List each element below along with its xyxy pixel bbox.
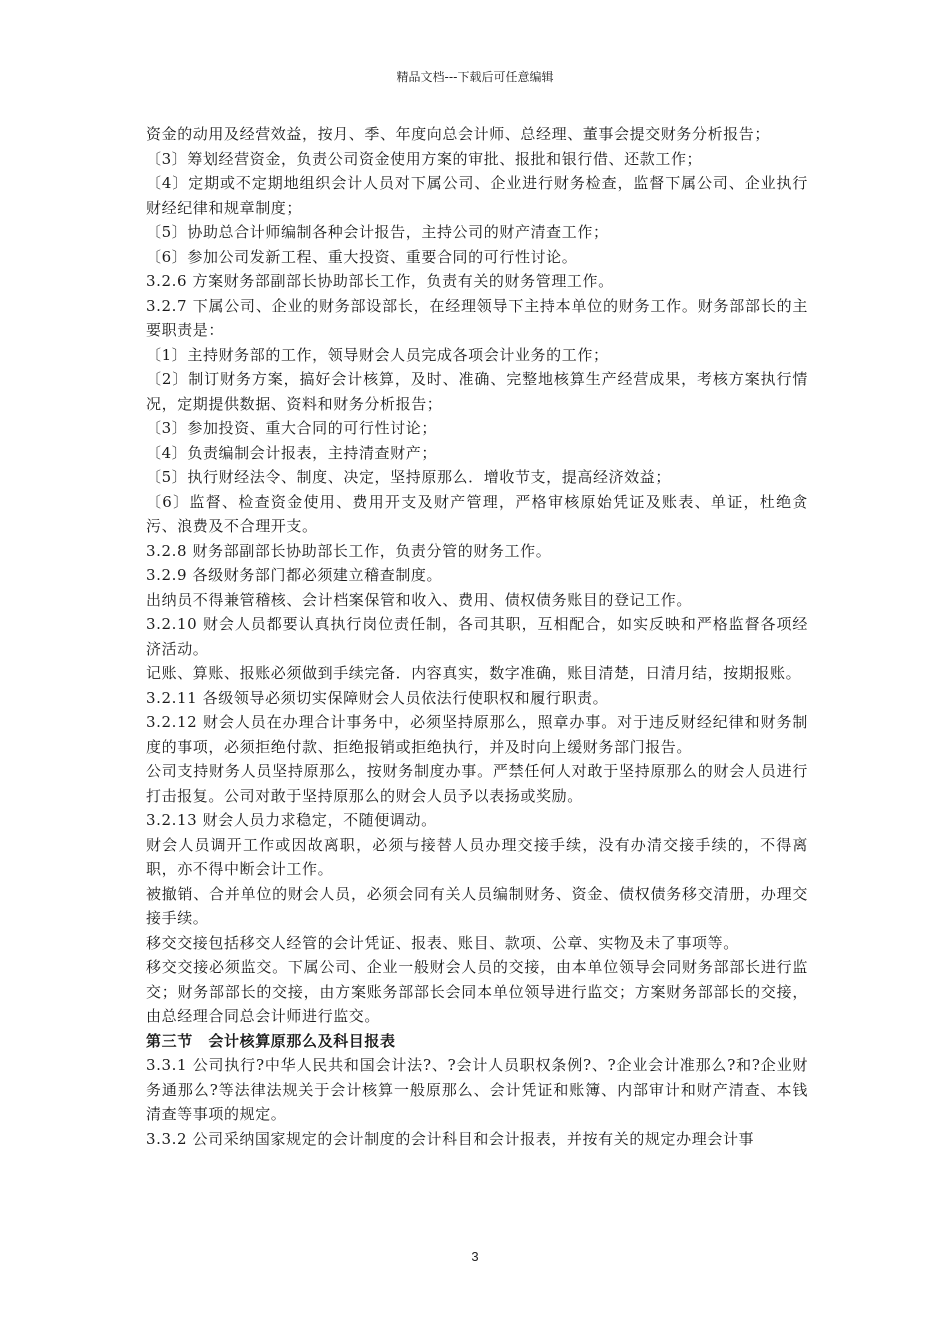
paragraph: 3.3.1 公司执行?中华人民共和国会计法?、?会计人员职权条例?、?企业会计准那么?和?企业财务通那么?等法律法规关于会计核算一般原那么、会计凭证和账簿、内部审计和财产清查、本钱清查等事项的规定。 [146,1056,808,1123]
paragraph: 〔1〕主持财务部的工作，领导财会人员完成各项会计业务的工作； [146,345,609,364]
page-header: 精品文档---下载后可任意编辑 [396,70,554,84]
paragraph: 3.2.13 财会人员力求稳定，不随便调动。 [146,811,437,829]
paragraph: 公司支持财务人员坚持原那么，按财务制度办事。严禁任何人对敢于坚持原那么的财会人员进行打击报复。公司对敢于坚持原那么的财会人员予以表扬或奖励。 [146,762,808,805]
paragraph: 3.2.12 财会人员在办理合计事务中，必须坚持原那么，照章办事。对于违反财经纪律和财务制度的事项，必须拒绝付款、拒绝报销或拒绝执行，并及时向上缓财务部门报告。 [146,713,808,756]
paragraph: 被撤销、合并单位的财会人员，必须会同有关人员编制财务、资金、债权债务移交清册，办理交接手续。 [146,884,808,927]
paragraph: 3.2.8 财务部副部长协助部长工作，负责分管的财务工作。 [146,541,552,560]
paragraph: 〔3〕参加投资、重大合同的可行性讨论； [146,419,437,437]
paragraph: 〔4〕定期或不定期地组织会计人员对下属公司、企业进行财务检查，监督下属公司、企业执行财经纪律和规章制度； [146,174,808,217]
paragraph: 〔2〕制订财务方案，搞好会计核算，及时、准确、完整地核算生产经营成果，考核方案执行情况，定期提供数据、资料和财务分析报告； [146,370,808,413]
paragraph: 财会人员调开工作或因故离职，必须与接替人员办理交接手续，没有办清交接手续的，不得离职，亦不得中断会计工作。 [146,835,808,878]
paragraph: 〔4〕负责编制会计报表，主持清查财产； [146,443,437,462]
paragraph: 记账、算账、报账必须做到手续完备．内容真实，数字准确，账目清楚，日清月结，按期报账。 [146,664,802,682]
paragraph: 〔5〕协助总合计师编制各种会计报告，主持公司的财产清查工作； [146,223,609,241]
paragraph: 资金的动用及经营效益，按月、季、年度向总会计师、总经理、董事会提交财务分析报告； [146,125,771,143]
paragraph: 3.2.6 方案财务部副部长协助部长工作，负责有关的财务管理工作。 [146,272,614,290]
paragraph: 移交交接包括移交人经管的会计凭证、报表、账目、款项、公章、实物及未了事项等。 [146,933,739,952]
paragraph: 〔5〕执行财经法令、制度、决定，坚持原那么．增收节支，提高经济效益； [146,468,671,486]
document-body [146,122,808,1151]
paragraph: 3.2.11 各级领导必须切实保障财会人员依法行使职权和履行职责。 [146,688,609,707]
paragraph: 3.2.10 财会人员都要认真执行岗位责任制，各司其职，互相配合，如实反映和严格监督各项经济活动。 [146,615,808,658]
paragraph: 移交交接必须监交。下属公司、企业一般财会人员的交接，由本单位领导会同财务部部长进行监交；财务部部长的交接，由方案账务部部长会同本单位领导进行监交；方案财务部部长的交接，由总经理合同总会计师进行监交。 [146,958,808,1025]
page-number: 3 [471,1249,479,1264]
paragraph: 〔6〕监督、检查资金使用、费用开支及财产管理，严格审核原始凭证及账表、单证，杜绝贪污、浪费及不合理开支。 [146,492,808,535]
paragraph: 〔3〕筹划经营资金，负责公司资金使用方案的审批、报批和银行借、还款工作； [146,149,703,168]
paragraph: 出纳员不得兼管稽核、会计档案保管和收入、费用、债权债务账目的登记工作。 [146,590,693,609]
section-heading: 第三节 会计核算原那么及科目报表 [146,1031,396,1050]
paragraph: 3.3.2 公司采纳国家规定的会计制度的会计科目和会计报表，并按有关的规定办理会计事 [146,1129,755,1148]
paragraph: 3.2.7 下属公司、企业的财务部设部长，在经理领导下主持本单位的财务工作。财务部部长的主要职责是： [146,296,808,339]
paragraph: 〔6〕参加公司发新工程、重大投资、重要合同的可行性讨论。 [146,247,578,266]
paragraph: 3.2.9 各级财务部门都必须建立稽查制度。 [146,566,443,584]
